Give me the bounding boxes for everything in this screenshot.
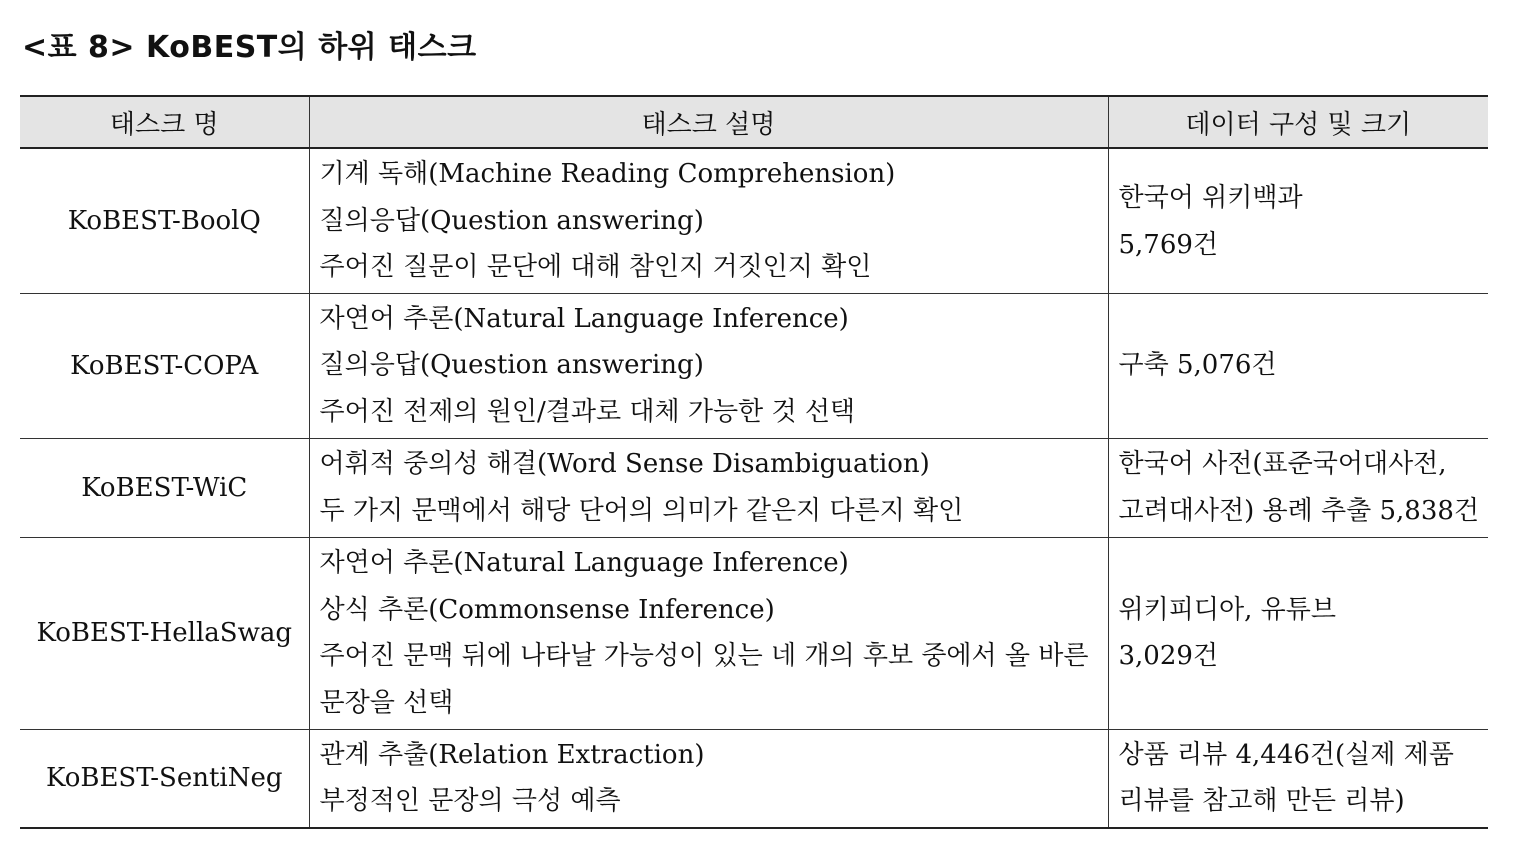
table-row xyxy=(20,148,1488,293)
table-caption: <표 8> KoBEST의 하위 태스크 xyxy=(22,30,477,65)
kobest-subtasks-table xyxy=(20,95,1488,829)
description-line: 주어진 전제의 원인/결과로 대체 가능한 것 선택 xyxy=(319,396,856,427)
header-task-name: 태스크 명 xyxy=(20,96,309,148)
data-line: 위키피디아, 유튜브 xyxy=(1118,594,1336,625)
data-line: 리뷰를 참고해 만든 리뷰) xyxy=(1118,786,1405,817)
data-size-cell xyxy=(1108,729,1488,828)
description-line: 관계 추출(Relation Extraction) xyxy=(319,739,705,770)
table-row xyxy=(20,293,1488,438)
data-line: 구축 5,076건 xyxy=(1118,350,1277,381)
header-task-description: 태스크 설명 xyxy=(309,96,1108,148)
data-line: 5,769건 xyxy=(1118,229,1219,260)
task-name-cell: KoBEST-SentiNeg xyxy=(20,729,309,828)
description-line: 주어진 문맥 뒤에 나타날 가능성이 있는 네 개의 후보 중에서 올 바른 문장을 선택 xyxy=(319,641,1089,718)
description-line: 두 가지 문맥에서 해당 단어의 의미가 같은지 다른지 확인 xyxy=(319,495,964,526)
data-line: 고려대사전) 용례 추출 5,838건 xyxy=(1118,495,1480,526)
description-line: 자연어 추론(Natural Language Inference) xyxy=(319,548,849,578)
task-description-cell xyxy=(309,537,1108,729)
data-size-cell xyxy=(1108,537,1488,729)
description-line: 질의응답(Question answering) xyxy=(319,205,704,236)
task-description-cell xyxy=(309,438,1108,537)
task-description-cell xyxy=(309,148,1108,293)
data-size-cell xyxy=(1108,148,1488,293)
description-line: 상식 추론(Commonsense Inference) xyxy=(319,594,775,625)
task-name-cell: KoBEST-HellaSwag xyxy=(20,537,309,729)
task-name-cell: KoBEST-BoolQ xyxy=(20,148,309,293)
description-line: 주어진 질문이 문단에 대해 참인지 거짓인지 확인 xyxy=(319,252,872,282)
data-size-cell xyxy=(1108,438,1488,537)
description-line: 기계 독해(Machine Reading Comprehension) xyxy=(319,159,896,189)
table-row xyxy=(20,438,1488,537)
description-line: 부정적인 문장의 극성 예측 xyxy=(319,786,621,817)
data-size-cell xyxy=(1108,293,1488,438)
description-line: 어휘적 중의성 해결(Word Sense Disambiguation) xyxy=(319,449,930,479)
data-line: 3,029건 xyxy=(1118,641,1219,671)
task-description-cell xyxy=(309,293,1108,438)
header-data-size: 데이터 구성 및 크기 xyxy=(1108,96,1488,148)
data-line: 상품 리뷰 4,446건(실제 제품 xyxy=(1118,739,1454,770)
header-row xyxy=(20,96,1488,148)
task-name-cell: KoBEST-WiC xyxy=(20,438,309,537)
description-line: 질의응답(Question answering) xyxy=(319,350,704,381)
task-name-cell: KoBEST-COPA xyxy=(20,293,309,438)
data-line: 한국어 사전(표준국어대사전, xyxy=(1118,449,1447,479)
table-row xyxy=(20,729,1488,828)
data-line: 한국어 위키백과 xyxy=(1118,183,1303,213)
table-row xyxy=(20,537,1488,729)
task-description-cell xyxy=(309,729,1108,828)
description-line: 자연어 추론(Natural Language Inference) xyxy=(319,303,849,334)
